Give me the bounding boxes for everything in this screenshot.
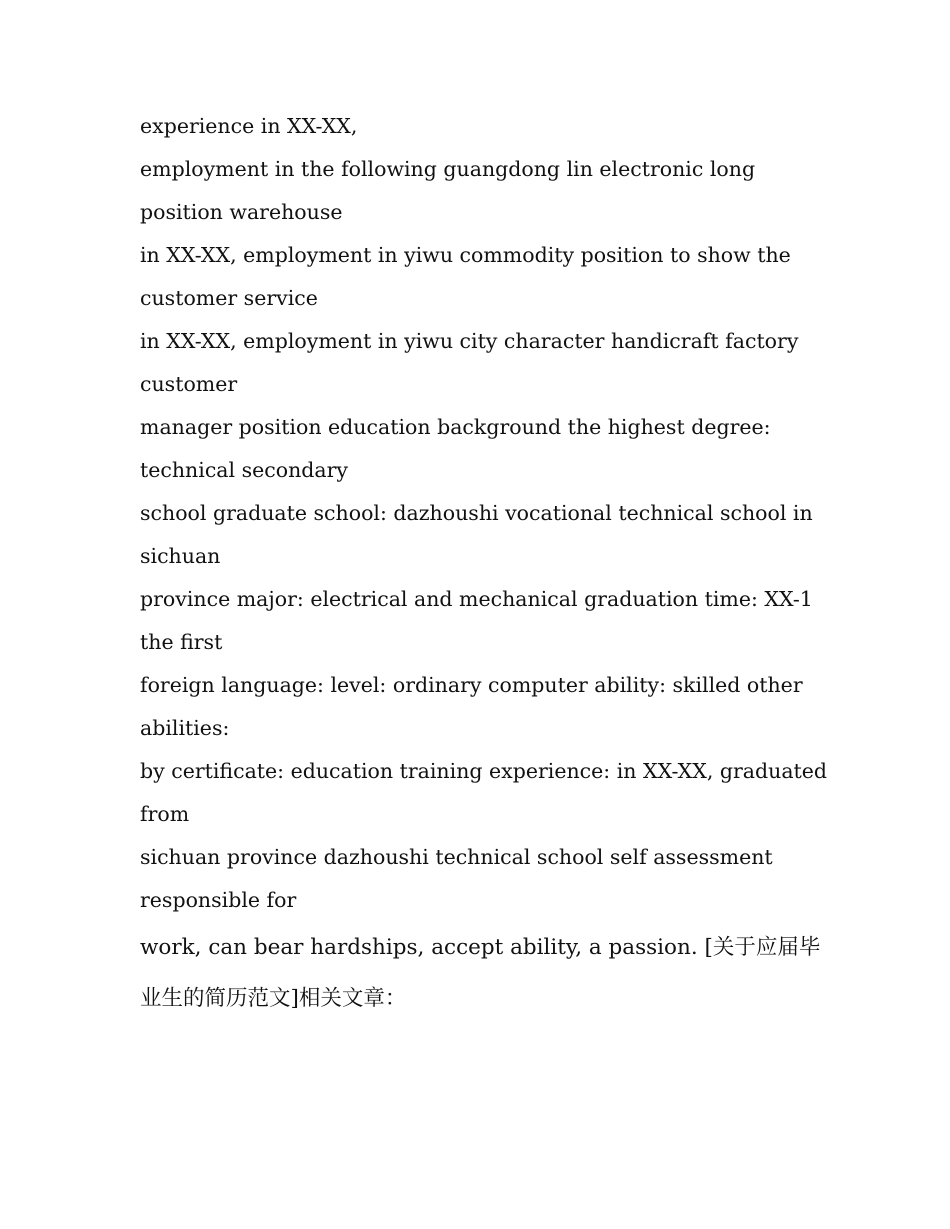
- document-body: [140, 105, 830, 1024]
- text-line: employment in the following guangdong lin electronic long: [140, 157, 756, 181]
- text-line: position warehouse: [140, 200, 343, 224]
- text-line: abilities:: [140, 716, 230, 740]
- text-line: in XX-XX, employment in yiwu city character handicraft factory: [140, 329, 799, 353]
- text-line: responsible for: [140, 888, 297, 912]
- text-line: in XX-XX, employment in yiwu commodity position to show the: [140, 243, 791, 267]
- text-line: from: [140, 802, 190, 826]
- text-line: 业生的简历范文]相关文章：: [140, 986, 407, 1011]
- text-line: sichuan: [140, 544, 221, 568]
- text-line: technical secondary: [140, 458, 348, 482]
- text-line: the first: [140, 630, 223, 654]
- text-line: by certificate: education training experience: in XX-XX, graduated: [140, 759, 828, 783]
- text-line: foreign language: level: ordinary computer ability: skilled other: [140, 673, 803, 697]
- text-line: sichuan province dazhoushi technical school self assessment: [140, 845, 773, 869]
- text-line: work, can bear hardships, accept ability, a passion. [关于应届毕: [140, 935, 821, 960]
- text-line: province major: electrical and mechanical graduation time: XX-1: [140, 587, 813, 611]
- text-line: customer service: [140, 286, 318, 310]
- text-line: school graduate school: dazhoushi vocational technical school in: [140, 501, 813, 525]
- text-line: experience in XX-XX,: [140, 114, 358, 138]
- text-line: manager position education background the highest degree:: [140, 415, 771, 439]
- text-line: customer: [140, 372, 238, 396]
